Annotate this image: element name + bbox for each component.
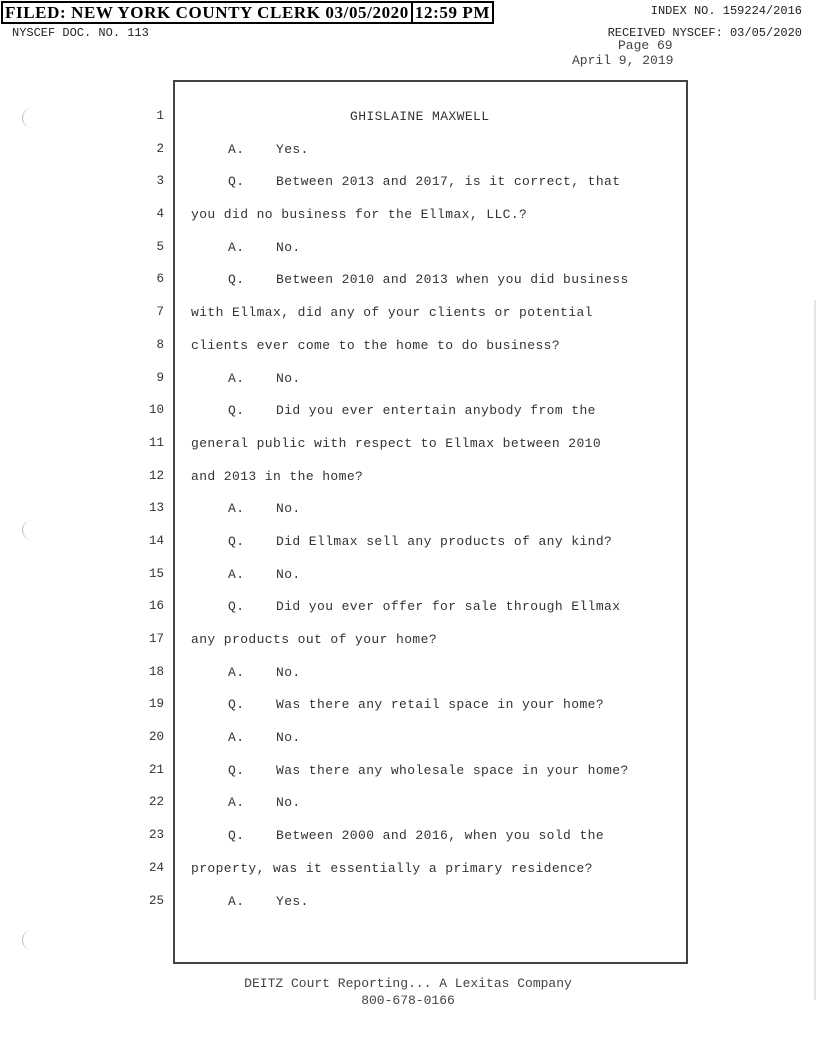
filed-stamp xyxy=(1,3,494,22)
line-number: 22 xyxy=(148,795,164,810)
transcript-line xyxy=(130,828,690,861)
line-content: Between 2000 and 2016, when you sold the xyxy=(276,828,605,844)
line-number: 12 xyxy=(148,468,164,483)
transcript-line xyxy=(130,338,690,371)
line-text xyxy=(228,371,301,386)
line-text: general public with respect to Ellmax between 2010 xyxy=(191,435,602,451)
index-number: INDEX NO. 159224/2016 xyxy=(650,4,802,18)
transcript-line xyxy=(130,436,690,469)
transcript-line xyxy=(130,599,690,632)
line-text: any products out of your home? xyxy=(191,632,438,647)
line-text xyxy=(228,240,301,255)
speaker-label: A. xyxy=(228,239,245,255)
line-content: Between 2010 and 2013 when you did business xyxy=(276,272,629,288)
footer-company: DEITZ Court Reporting... A Lexitas Company xyxy=(244,976,572,991)
line-text: clients ever come to the home to do business? xyxy=(191,337,561,353)
deposition-date: April 9, 2019 xyxy=(572,53,674,68)
transcript-line xyxy=(130,142,690,175)
line-text xyxy=(228,763,629,778)
speaker-label: A. xyxy=(228,795,245,811)
transcript-lines xyxy=(130,109,690,926)
transcript-line xyxy=(130,207,690,240)
transcript-line xyxy=(130,730,690,763)
line-text: property, was it essentially a primary residence? xyxy=(191,860,593,876)
doc-number: NYSCEF DOC. NO. 113 xyxy=(12,26,149,40)
filed-stamp-text: FILED: NEW YORK COUNTY CLERK 03/05/2020 xyxy=(1,1,413,24)
line-content: No. xyxy=(276,730,301,746)
line-number: 17 xyxy=(148,632,164,646)
scan-mark xyxy=(22,108,33,128)
line-text: and 2013 in the home? xyxy=(191,468,364,484)
line-number: 18 xyxy=(148,664,164,679)
line-number: 1 xyxy=(156,109,164,123)
line-number: 10 xyxy=(148,403,164,418)
line-number: 13 xyxy=(148,501,164,516)
line-content: No. xyxy=(276,501,301,517)
line-number: 3 xyxy=(156,174,164,189)
speaker-label: Q. xyxy=(228,697,245,713)
line-text: GHISLAINE MAXWELL xyxy=(350,109,490,124)
transcript-line xyxy=(130,240,690,273)
line-content: No. xyxy=(276,566,301,582)
transcript-line xyxy=(130,403,690,436)
line-number: 2 xyxy=(156,141,164,156)
footer-phone: 800-678-0166 xyxy=(361,993,455,1008)
transcript-line xyxy=(130,861,690,894)
line-content: Did you ever offer for sale through Ellmax xyxy=(276,599,621,615)
transcript-line xyxy=(130,371,690,404)
filed-stamp-time: 12:59 PM xyxy=(413,1,494,24)
speaker-label: A. xyxy=(228,566,245,582)
line-text xyxy=(228,142,309,157)
speaker-label: A. xyxy=(228,141,245,157)
line-content: No. xyxy=(276,664,301,680)
page-number: Page 69 xyxy=(618,38,673,53)
line-number: 21 xyxy=(148,762,164,777)
line-content: Did you ever entertain anybody from the xyxy=(276,403,596,419)
line-text xyxy=(228,599,620,614)
speaker-label: Q. xyxy=(228,599,245,615)
line-number: 5 xyxy=(156,239,164,254)
line-content: Yes. xyxy=(276,893,309,909)
transcript-line xyxy=(130,174,690,207)
transcript-line xyxy=(130,109,690,142)
line-number: 4 xyxy=(156,207,164,222)
line-text: you did no business for the Ellmax, LLC.? xyxy=(191,207,528,223)
line-text xyxy=(228,403,596,418)
line-number: 14 xyxy=(148,533,164,548)
line-number: 25 xyxy=(148,893,164,908)
line-text xyxy=(228,795,301,810)
line-content: Between 2013 and 2017, is it correct, that xyxy=(276,174,621,190)
line-content: Was there any retail space in your home? xyxy=(276,697,605,713)
line-text: with Ellmax, did any of your clients or potential xyxy=(191,305,593,321)
transcript-line xyxy=(130,501,690,534)
line-number: 8 xyxy=(156,337,164,352)
line-content: No. xyxy=(276,239,301,255)
speaker-label: Q. xyxy=(228,272,245,288)
line-number: 15 xyxy=(148,566,164,581)
line-number: 20 xyxy=(148,730,164,745)
scan-mark xyxy=(22,520,33,540)
line-text xyxy=(228,272,629,287)
line-number: 16 xyxy=(148,599,164,614)
line-text xyxy=(228,665,301,680)
speaker-label: Q. xyxy=(228,403,245,419)
line-number: 11 xyxy=(148,435,164,450)
speaker-label: A. xyxy=(228,893,245,909)
speaker-label: A. xyxy=(228,370,245,386)
line-number: 6 xyxy=(156,272,164,287)
received-date: RECEIVED NYSCEF: 03/05/2020 xyxy=(607,26,802,40)
line-number: 9 xyxy=(156,370,164,385)
speaker-label: Q. xyxy=(228,533,245,549)
line-content: No. xyxy=(276,370,301,386)
line-number: 23 xyxy=(148,828,164,843)
transcript-line xyxy=(130,795,690,828)
speaker-label: A. xyxy=(228,664,245,680)
line-text xyxy=(228,567,301,582)
line-number: 19 xyxy=(148,697,164,712)
speaker-label: Q. xyxy=(228,828,245,844)
transcript-line xyxy=(130,534,690,567)
line-content: No. xyxy=(276,795,301,811)
speaker-label: Q. xyxy=(228,762,245,778)
transcript-line xyxy=(130,272,690,305)
line-number: 7 xyxy=(156,305,164,320)
transcript-line xyxy=(130,632,690,665)
line-text xyxy=(228,828,604,843)
line-text xyxy=(228,174,620,189)
line-number: 24 xyxy=(148,860,164,875)
speaker-label: A. xyxy=(228,730,245,746)
line-text xyxy=(228,534,612,549)
line-content: Was there any wholesale space in your home? xyxy=(276,762,629,778)
line-text xyxy=(228,501,301,516)
speaker-label: A. xyxy=(228,501,245,517)
line-content: Yes. xyxy=(276,141,309,157)
transcript-line xyxy=(130,894,690,927)
transcript-line xyxy=(130,697,690,730)
speaker-label: Q. xyxy=(228,174,245,190)
line-text xyxy=(228,730,301,745)
transcript-line xyxy=(130,469,690,502)
transcript-line xyxy=(130,567,690,600)
transcript-line xyxy=(130,305,690,338)
line-text xyxy=(228,697,604,712)
transcript-line xyxy=(130,665,690,698)
line-content: Did Ellmax sell any products of any kind? xyxy=(276,533,613,549)
line-text xyxy=(228,894,309,909)
transcript-line xyxy=(130,763,690,796)
scan-mark xyxy=(22,930,33,950)
